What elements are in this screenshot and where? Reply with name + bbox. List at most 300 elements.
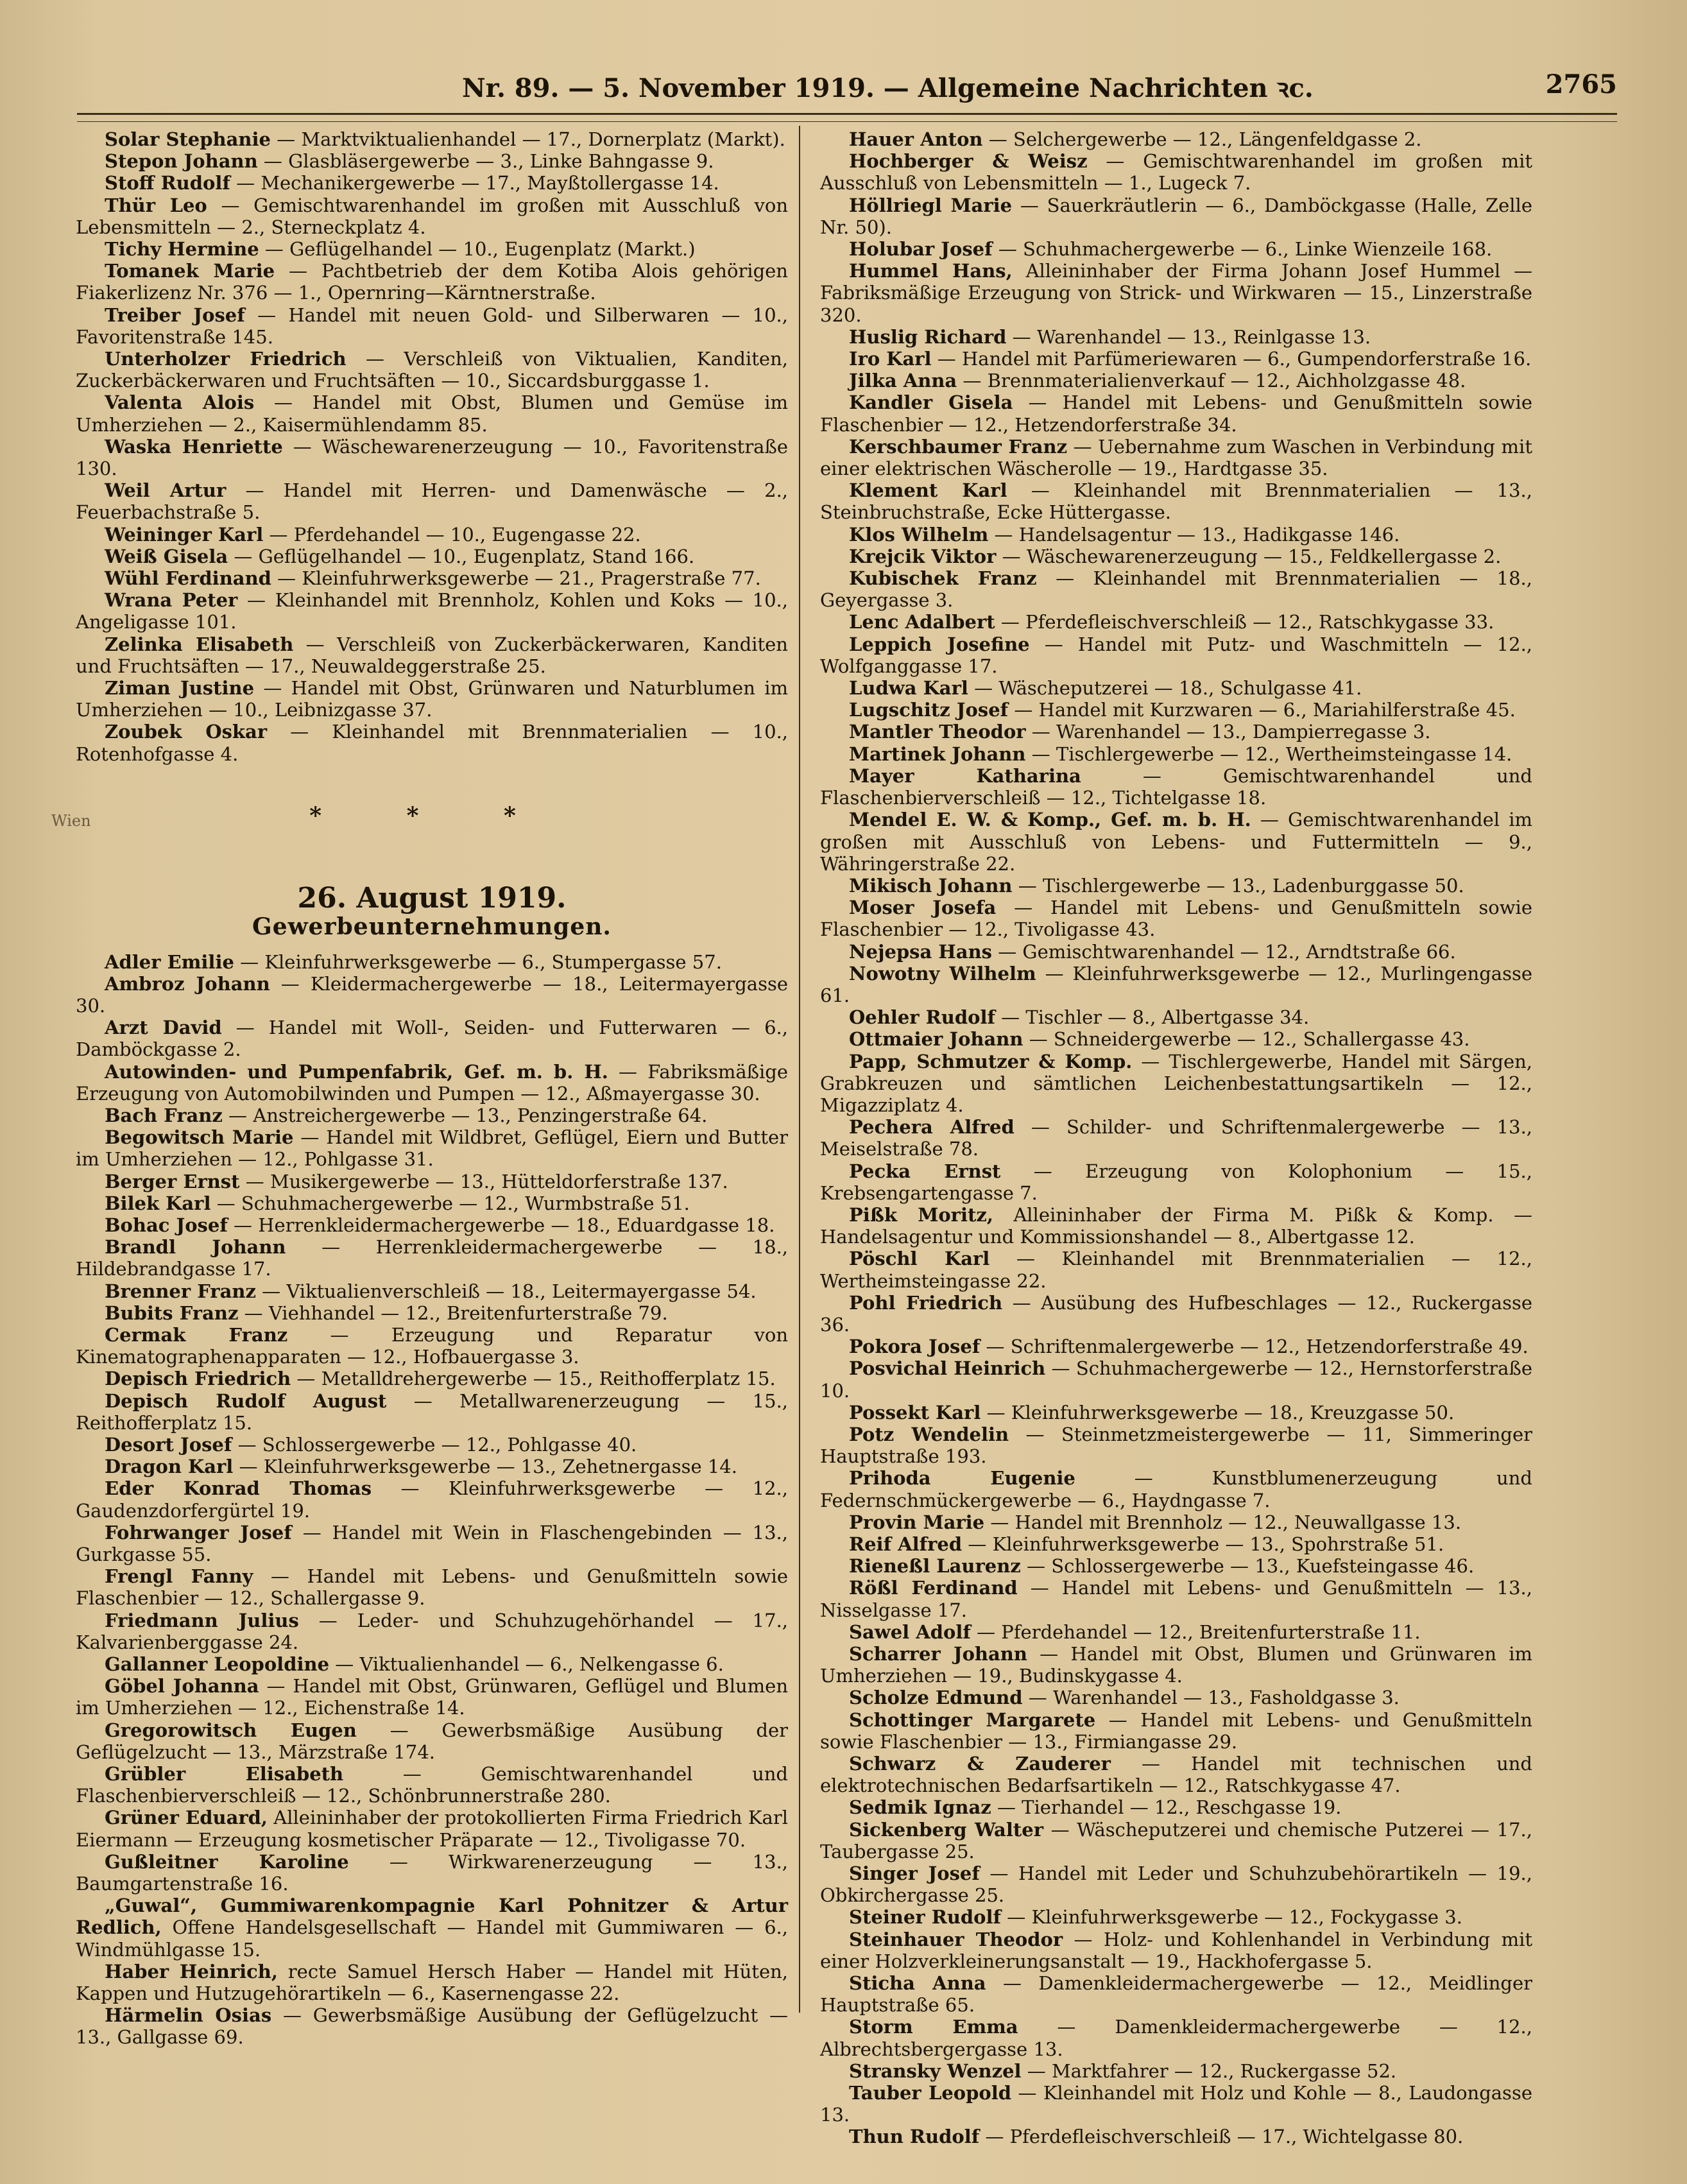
entry-details: — Wäschewarenerzeugung — 15., Feldkellergasse 2. xyxy=(996,545,1502,567)
entry-name: Berger Ernst xyxy=(105,1170,240,1192)
list-item xyxy=(76,304,788,348)
list-item xyxy=(820,479,1532,523)
entry-name: Steiner Rudolf xyxy=(849,1906,1002,1929)
entry-name: Kerschbaumer Franz xyxy=(849,435,1068,458)
list-item xyxy=(820,1357,1532,1401)
list-item xyxy=(820,348,1532,370)
header-rule xyxy=(77,113,1617,122)
entry-name: Reif Alfred xyxy=(849,1533,963,1555)
entry-details: — Handel mit technischen und elektrotechnischen Bedarfsartikeln — 12., Ratschkygasse 47. xyxy=(820,1753,1532,1797)
entry-details: — Steinmetzmeistergewerbe — 11, Simmeringer Hauptstraße 193. xyxy=(820,1423,1532,1468)
entry-details: — Marktfahrer — 12., Ruckergasse 52. xyxy=(1021,2059,1397,2082)
list-item xyxy=(76,1214,788,1236)
list-item xyxy=(820,677,1532,699)
entry-name: Härmelin Osias xyxy=(105,2004,272,2027)
entry-name: Weil Artur xyxy=(105,479,227,502)
entry-name: Klos Wilhelm xyxy=(849,523,989,546)
entry-details: — Brennmaterialienverkauf — 12., Aichholzgasse 48. xyxy=(957,370,1466,392)
list-item xyxy=(820,1621,1532,1643)
list-item xyxy=(820,2126,1532,2147)
entry-name: Bilek Karl xyxy=(105,1192,211,1214)
entry-details: — Warenhandel — 13., Reinlgasse 13. xyxy=(1006,325,1371,348)
list-item xyxy=(820,611,1532,633)
list-item xyxy=(820,1160,1532,1204)
list-item xyxy=(820,2060,1532,2082)
entry-details: — Handel mit Obst, Blumen und Gemüse im Umherziehen — 2., Kaisermühlendamm 85. xyxy=(76,391,788,436)
entry-details: — Schuhmachergewerbe — 6., Linke Wienzeile 168. xyxy=(992,238,1493,261)
entry-details: — Kleidermachergewerbe — 18., Leitermayergasse 30. xyxy=(76,972,788,1017)
list-item xyxy=(76,172,788,194)
entry-details: — Schlossergewerbe — 12., Pohlgasse 40. xyxy=(232,1433,637,1456)
list-item xyxy=(76,1719,788,1763)
entry-name: Sawel Adolf xyxy=(849,1621,971,1643)
entry-name: Depisch Friedrich xyxy=(105,1368,291,1390)
entry-details: — Kleinfuhrwerksgewerbe — 12., Fockygasse 3. xyxy=(1001,1906,1462,1929)
entry-name: Stransky Wenzel xyxy=(849,2059,1022,2082)
list-item xyxy=(76,1961,788,2004)
entry-details: — Handel mit Herren- und Damenwäsche — 2., Feuerbachstraße 5. xyxy=(76,479,788,524)
left-column xyxy=(51,128,789,2049)
entry-name: Rieneßl Laurenz xyxy=(849,1555,1021,1578)
entry-name: Pokora Josef xyxy=(849,1336,981,1358)
entry-details: — Fabriksmäßige Erzeugung von Automobilwinden und Pumpen — 12., Aßmayergasse 30. xyxy=(76,1060,788,1105)
entry-name: Kandler Gisela xyxy=(849,391,1013,414)
entry-name: Krejcik Viktor xyxy=(849,545,997,567)
list-item xyxy=(820,1511,1532,1533)
entry-name: Hauer Anton xyxy=(849,128,983,150)
entry-name: Hummel Hans, xyxy=(849,260,1013,282)
entry-details: — Handel mit Obst, Grünwaren, Geflügel und Blumen im Umherziehen — 12., Eichenstraße 14. xyxy=(76,1675,788,1719)
list-item xyxy=(820,1006,1532,1028)
list-item xyxy=(76,1061,788,1105)
entry-details: — Gemischtwarenhandel im großen mit Ausschluß von Lebensmitteln — 2., Sterneckplatz 4. xyxy=(76,194,788,238)
list-item xyxy=(76,1763,788,1807)
list-item xyxy=(76,546,788,567)
entry-details: — Wäscheputzerei — 18., Schulgasse 41. xyxy=(968,677,1362,700)
entry-name: Scharrer Johann xyxy=(849,1643,1027,1665)
entry-details: — Pferdefleischverschleiß — 12., Ratschkygasse 33. xyxy=(995,611,1494,633)
entry-details: — Schilder- und Schriftenmalergewerbe — 13., Meiselstraße 78. xyxy=(820,1116,1533,1160)
list-item xyxy=(76,567,788,589)
entry-name: Depisch Rudolf August xyxy=(105,1389,387,1412)
entry-details: Alleininhaber der Firma M. Pißk & Komp. — Handelsagentur und Kommissionshandel — 8., Albertgasse 12. xyxy=(820,1203,1532,1248)
entry-details: — Kleinfuhrwerksgewerbe — 21., Pragerstraße 77. xyxy=(271,567,761,590)
list-item xyxy=(76,238,788,260)
list-item xyxy=(820,1796,1532,1818)
list-item xyxy=(76,721,788,764)
entry-details: — Kleinfuhrwerksgewerbe — 18., Kreuzgasse 50. xyxy=(981,1401,1455,1423)
entry-details: — Erzeugung und Reparatur von Kinematographenapparaten — 12., Hofbauergasse 3. xyxy=(76,1323,789,1368)
entry-name: Rößl Ferdinand xyxy=(849,1577,1018,1599)
entry-name: Begowitsch Marie xyxy=(105,1126,294,1149)
list-item xyxy=(820,1906,1532,1928)
entry-name: Lenc Adalbert xyxy=(849,611,995,633)
entry-details: — Anstreichergewerbe — 13., Penzingerstraße 64. xyxy=(222,1104,708,1126)
entry-name: Holubar Josef xyxy=(849,238,993,261)
list-item xyxy=(76,348,788,391)
list-item xyxy=(76,436,788,479)
list-item xyxy=(820,1248,1532,1291)
entry-details: — Kleinfuhrwerksgewerbe — 13., Spohrstraße 51. xyxy=(962,1533,1444,1555)
entry-details: — Kleinhandel mit Brennmaterialien — 10., Rotenhofgasse 4. xyxy=(76,721,789,765)
entry-details: — Uebernahme zum Waschen in Verbindung mit einer elektrischen Wäscherolle — 19., Hardtgasse 35. xyxy=(820,435,1532,480)
entry-name: Schwarz & Zauderer xyxy=(849,1753,1111,1775)
list-item xyxy=(820,765,1532,809)
entry-details: — Gemischtwarenhandel im großen mit Ausschluß von Lebens- und Futtermitteln — 9., Währingerstraße 22. xyxy=(820,809,1532,875)
page-number: 2765 xyxy=(1545,69,1617,99)
list-item xyxy=(820,2082,1532,2126)
entry-name: Papp, Schmutzer & Komp. xyxy=(849,1050,1133,1072)
entry-name: Prihoda Eugenie xyxy=(849,1467,1075,1490)
entry-details: — Kleinhandel mit Brennmaterialien — 12., Wertheimsteingasse 22. xyxy=(820,1248,1532,1292)
entry-details: — Schriftenmalergewerbe — 12., Hetzendorferstraße 49. xyxy=(980,1336,1529,1358)
entry-name: Mendel E. W. & Komp., Gef. m. b. H. xyxy=(849,809,1251,831)
entry-name: „Guwal“, Gummiwarenkompagnie Karl Pohnitzer & Artur Redlich, xyxy=(76,1895,788,1939)
entry-details: recte Samuel Hersch Haber — Handel mit Hüten, Kappen und Hutzugehörartikeln — 6., Kasernengasse 22. xyxy=(76,1960,788,2005)
entry-details: — Geflügelhandel — 10., Eugenplatz, Stand 166. xyxy=(228,545,695,567)
list-item xyxy=(76,589,788,633)
entries-right xyxy=(820,128,1532,2148)
list-item xyxy=(76,260,788,304)
entry-name: Weiß Gisela xyxy=(105,545,228,567)
entry-details: — Erzeugung von Kolophonium — 15., Krebsengartengasse 7. xyxy=(820,1160,1532,1204)
page-header xyxy=(77,69,1617,108)
entry-name: Oehler Rudolf xyxy=(849,1006,995,1029)
entry-name: Sedmik Ignaz xyxy=(849,1796,991,1819)
entry-details: — Sauerkräutlerin — 6., Damböckgasse (Halle, Zelle Nr. 50). xyxy=(820,194,1532,238)
entry-details: — Viktualienverschleiß — 18., Leitermayergasse 54. xyxy=(255,1280,757,1302)
entry-name: Zoubek Oskar xyxy=(105,721,268,743)
entry-name: Klement Karl xyxy=(849,479,1007,502)
entry-details: — Schlossergewerbe — 13., Kuefsteingasse 46. xyxy=(1020,1555,1475,1578)
entry-details: — Wäschewarenerzeugung — 10., Favoritenstraße 130. xyxy=(76,435,789,480)
list-item xyxy=(820,546,1532,567)
entry-name: Bubits Franz xyxy=(105,1302,239,1324)
entry-name: Tomanek Marie xyxy=(105,260,275,282)
section-separator xyxy=(51,802,788,830)
list-item xyxy=(820,238,1532,260)
entry-name: Mayer Katharina xyxy=(849,764,1081,787)
list-item xyxy=(820,875,1532,897)
entry-name: Jilka Anna xyxy=(849,370,957,392)
entry-name: Ziman Justine xyxy=(105,677,255,700)
entry-name: Autowinden- und Pumpenfabrik, Gef. m. b. H. xyxy=(105,1060,608,1083)
entry-name: Lugschitz Josef xyxy=(849,699,1009,721)
list-item xyxy=(820,1929,1532,1972)
entry-details: — Handel mit Kurzwaren — 6., Mariahilferstraße 45. xyxy=(1008,699,1516,721)
list-item xyxy=(76,1390,788,1434)
entry-details: — Handel mit Lebens- und Genußmitteln sowie Flaschenbier — 12., Schallergasse 9. xyxy=(76,1565,788,1610)
list-item xyxy=(76,973,788,1017)
entry-name: Göbel Johanna xyxy=(105,1675,259,1698)
entry-name: Provin Marie xyxy=(849,1511,985,1533)
list-item xyxy=(820,1709,1532,1753)
list-item xyxy=(820,567,1532,611)
list-item xyxy=(76,1280,788,1302)
entry-details: — Glasbläsergewerbe — 3., Linke Bahngasse 9. xyxy=(257,150,714,173)
entry-name: Bohac Josef xyxy=(105,1214,228,1236)
entry-name: Pißk Moritz, xyxy=(849,1203,993,1226)
entry-details: — Handel mit Brennholz — 12., Neuwallgasse 13. xyxy=(984,1511,1462,1533)
entry-name: Stepon Johann xyxy=(105,150,258,173)
entry-details: — Handel mit Lebens- und Genußmitteln sowie Flaschenbier — 13., Firmiangasse 29. xyxy=(820,1708,1533,1753)
list-item xyxy=(820,699,1532,721)
entry-details: — Handel mit Putz- und Waschmitteln — 12., Wolfganggasse 17. xyxy=(820,633,1533,677)
entry-name: Scholze Edmund xyxy=(849,1687,1023,1709)
list-item xyxy=(820,150,1532,194)
list-item xyxy=(820,1643,1532,1687)
entry-details: — Pferdefleischverschleiß — 17., Wichtelgasse 80. xyxy=(979,2126,1464,2148)
list-item xyxy=(820,721,1532,743)
entry-name: Posvichal Heinrich xyxy=(849,1357,1046,1380)
list-item xyxy=(76,951,788,973)
list-item xyxy=(76,1434,788,1456)
list-item xyxy=(76,1456,788,1477)
entry-details: — Schuhmachergewerbe — 12., Hernstorferstraße 10. xyxy=(820,1357,1532,1402)
entry-name: Pechera Alfred xyxy=(849,1116,1015,1139)
list-item xyxy=(76,1324,788,1368)
list-item xyxy=(76,633,788,677)
list-item xyxy=(76,1895,788,1961)
entry-details: — Gewerbsmäßige Ausübung der Geflügelzucht — 13., Gallgasse 69. xyxy=(76,2004,788,2049)
entry-details: — Tierhandel — 12., Reschgasse 19. xyxy=(991,1796,1342,1819)
entry-details: — Kleinhandel mit Brennmaterialien — 13., Steinbruchstraße, Ecke Hüttergasse. xyxy=(820,479,1532,524)
list-item xyxy=(820,1204,1532,1248)
list-item xyxy=(76,1171,788,1192)
list-item xyxy=(820,1467,1532,1511)
entry-name: Eder Konrad Thomas xyxy=(105,1477,372,1500)
entry-details: — Metalldrehergewerbe — 15., Reithofferplatz 15. xyxy=(291,1368,776,1390)
list-item xyxy=(76,2004,788,2048)
list-item xyxy=(76,1675,788,1719)
entry-name: Brenner Franz xyxy=(105,1280,256,1302)
entry-name: Nejepsa Hans xyxy=(849,940,992,963)
entry-name: Pöschl Karl xyxy=(849,1248,990,1270)
entry-details: — Schneidergewerbe — 12., Schallergasse 43. xyxy=(1023,1028,1470,1051)
list-item xyxy=(76,1565,788,1609)
entry-name: Frengl Fanny xyxy=(105,1565,253,1588)
entry-name: Dragon Karl xyxy=(105,1456,234,1478)
list-item xyxy=(820,897,1532,940)
entry-details: — Tischler — 8., Albertgasse 34. xyxy=(995,1006,1310,1029)
list-item xyxy=(820,2016,1532,2059)
entry-name: Weininger Karl xyxy=(105,523,264,546)
entry-name: Unterholzer Friedrich xyxy=(105,348,347,370)
list-item xyxy=(820,743,1532,765)
entry-details: — Gemischtwarenhandel und Flaschenbierverschleiß — 12., Tichtelgasse 18. xyxy=(820,764,1532,809)
entry-details: — Tischlergewerbe — 12., Wertheimsteingasse 14. xyxy=(1025,743,1512,765)
list-item xyxy=(820,391,1532,435)
entry-details: Alleininhaber der protokollierten Firma Friedrich Karl Eiermann — Erzeugung kosmetischer Präparate — 12., Tivoligasse 70. xyxy=(76,1807,788,1851)
list-item xyxy=(820,1555,1532,1577)
entry-name: Desort Josef xyxy=(105,1433,232,1456)
page-header-title: Nr. 89. — 5. November 1919. — Allgemeine Nachrichten ꝛc. xyxy=(462,73,1314,103)
list-item xyxy=(820,941,1532,963)
entry-details: — Handel mit Parfümeriewaren — 6., Gumpendorferstraße 16. xyxy=(931,348,1532,370)
entries-continued xyxy=(76,128,788,765)
entry-details: — Mechanikergewerbe — 17., Mayßtollergasse 14. xyxy=(230,172,719,194)
entry-name: Ottmaier Johann xyxy=(849,1028,1023,1051)
entry-name: Nowotny Wilhelm xyxy=(849,962,1036,985)
list-item xyxy=(76,150,788,172)
entry-details: — Viehhandel — 12., Breitenfurterstraße 79. xyxy=(238,1302,668,1324)
entry-details: — Handel mit Wildbret, Geflügel, Eiern und Butter im Umherziehen — 12., Pohlgasse 31. xyxy=(76,1126,788,1171)
entry-details: — Kleinfuhrwerksgewerbe — 12., Gaudenzdorfergürtel 19. xyxy=(76,1477,788,1522)
entry-details: — Wirkwarenerzeugung — 13., Baumgartenstraße 16. xyxy=(76,1850,788,1895)
entry-name: Valenta Alois xyxy=(105,391,255,414)
entry-details: — Handel mit Lebens- und Genußmitteln — 13., Nisselgasse 17. xyxy=(820,1577,1532,1621)
list-item xyxy=(76,1105,788,1126)
entry-details: — Damenkleidermachergewerbe — 12., Meidlinger Hauptstraße 65. xyxy=(820,1972,1532,2016)
entry-details: — Kleinfuhrwerksgewerbe — 12., Murlingengasse 61. xyxy=(820,962,1532,1006)
list-item xyxy=(76,1477,788,1521)
entry-details: — Metallwarenerzeugung — 15., Reithofferplatz 15. xyxy=(76,1389,789,1434)
entry-name: Mikisch Johann xyxy=(849,874,1013,897)
entry-name: Steinhauer Theodor xyxy=(849,1928,1063,1950)
entry-name: Wühl Ferdinand xyxy=(105,567,271,590)
entry-name: Mantler Theodor xyxy=(849,721,1026,743)
entry-name: Cermak Franz xyxy=(105,1323,288,1346)
list-item xyxy=(820,1819,1532,1862)
entry-details: — Marktviktualienhandel — 17., Dornerplatz (Markt). xyxy=(270,128,785,150)
entry-name: Kubischek Franz xyxy=(849,567,1037,590)
entry-details: — Gewerbsmäßige Ausübung der Geflügelzucht — 13., Märzstraße 174. xyxy=(76,1719,788,1763)
entry-details: Alleininhaber der Firma Johann Josef Hummel — Fabriksmäßige Erzeugung von Strick- und Wirkwaren — 15., Linzerstraße 320. xyxy=(820,260,1532,326)
entry-name: Waska Henriette xyxy=(105,435,283,458)
entries-new-section xyxy=(76,951,788,2049)
entry-name: Fohrwanger Josef xyxy=(105,1521,292,1543)
entry-name: Treiber Josef xyxy=(105,304,245,326)
entry-details: — Handel mit Wein in Flaschengebinden — 13., Gurkgasse 55. xyxy=(76,1521,788,1565)
entry-name: Ambroz Johann xyxy=(105,972,270,995)
entry-details: — Damenkleidermachergewerbe — 12., Albrechtsbergergasse 13. xyxy=(820,2016,1532,2060)
entry-details: — Kleinhandel mit Brennmaterialien — 18., Geyergasse 3. xyxy=(820,567,1532,612)
entry-name: Huslig Richard xyxy=(849,325,1007,348)
entry-name: Martinek Johann xyxy=(849,743,1026,765)
list-item xyxy=(820,1051,1532,1117)
list-item xyxy=(820,370,1532,391)
list-item xyxy=(76,391,788,435)
separator-stars: * * * xyxy=(309,802,554,829)
entry-details: — Leder- und Schuhzugehörhandel — 17., Kalvarienberggasse 24. xyxy=(76,1609,789,1653)
entry-details: — Handel mit Obst, Blumen und Grünwaren im Umherziehen — 19., Budinskygasse 4. xyxy=(820,1643,1532,1687)
entry-details: — Kleinhandel mit Brennholz, Kohlen und Koks — 10., Angeligasse 101. xyxy=(76,589,788,633)
entry-name: Adler Emilie xyxy=(105,950,234,973)
entry-details: — Warenhandel — 13., Dampierregasse 3. xyxy=(1025,721,1431,743)
entry-details: — Wäscheputzerei und chemische Putzerei — 17., Taubergasse 25. xyxy=(820,1818,1532,1862)
entry-name: Gallanner Leopoldine xyxy=(105,1653,330,1675)
entry-name: Iro Karl xyxy=(849,348,932,370)
list-item xyxy=(820,1116,1532,1160)
stamp-mark: Wien xyxy=(51,811,91,830)
entry-details: — Viktualienhandel — 6., Nelkengasse 6. xyxy=(329,1653,724,1675)
section-date: 26. August 1919. xyxy=(297,882,567,915)
entry-details: — Gemischtwarenhandel — 12., Arndtstraße 66. xyxy=(992,940,1456,963)
entry-details: — Kleinhandel mit Holz und Kohle — 8., Laudongasse 13. xyxy=(820,2082,1532,2126)
entry-name: Singer Josef xyxy=(849,1862,980,1885)
list-item xyxy=(820,436,1532,479)
list-item xyxy=(76,479,788,523)
entry-name: Stoff Rudolf xyxy=(105,172,230,194)
list-item xyxy=(820,194,1532,238)
entry-details: — Kunstblumenerzeugung und Federnschmückergewerbe — 6., Haydngasse 7. xyxy=(820,1467,1532,1511)
entry-details: — Gemischtwarenhandel und Flaschenbierverschleiß — 12., Schönbrunnerstraße 280. xyxy=(76,1763,788,1807)
list-item xyxy=(76,1368,788,1389)
column-divider xyxy=(799,126,800,2013)
entry-details: — Handel mit neuen Gold- und Silberwaren — 10., Favoritenstraße 145. xyxy=(76,304,788,348)
entry-name: Gregorowitsch Eugen xyxy=(105,1719,357,1741)
entry-name: Grüner Eduard, xyxy=(105,1807,268,1829)
entry-details: — Verschleiß von Zuckerbäckerwaren, Kanditen und Fruchtsäften — 17., Neuwaldeggerstraße 25. xyxy=(76,633,788,677)
list-item xyxy=(820,524,1532,546)
list-item xyxy=(76,1192,788,1214)
entry-name: Zelinka Elisabeth xyxy=(105,633,294,655)
entry-name: Wrana Peter xyxy=(105,589,238,612)
list-item xyxy=(76,1017,788,1060)
list-item xyxy=(820,128,1532,150)
entry-name: Storm Emma xyxy=(849,2016,1018,2038)
entry-name: Moser Josefa xyxy=(849,897,997,919)
entry-name: Brandl Johann xyxy=(105,1236,286,1259)
entry-name: Pohl Friedrich xyxy=(849,1291,1003,1314)
entry-name: Haber Heinrich, xyxy=(105,1960,278,1982)
entry-details: — Tischlergewerbe — 13., Ladenburggasse 50. xyxy=(1012,874,1464,897)
entry-details: — Gemischtwarenhandel im großen mit Ausschluß von Lebensmitteln — 1., Lugeck 7. xyxy=(820,150,1533,194)
entry-name: Arzt David xyxy=(105,1017,222,1039)
list-item xyxy=(820,1423,1532,1467)
entry-name: Tauber Leopold xyxy=(849,2082,1012,2104)
list-item xyxy=(820,1028,1532,1050)
entry-details: — Musikergewerbe — 13., Hütteldorferstraße 137. xyxy=(239,1170,728,1192)
entry-name: Leppich Josefine xyxy=(849,633,1030,655)
entry-details: — Handel mit Lebens- und Genußmitteln sowie Flaschenbier — 12., Hetzendorferstraße 34. xyxy=(820,391,1532,436)
entry-name: Potz Wendelin xyxy=(849,1423,1009,1445)
list-item xyxy=(820,1336,1532,1357)
list-item xyxy=(820,1402,1532,1423)
list-item xyxy=(820,260,1532,326)
list-item xyxy=(820,1577,1532,1621)
list-item xyxy=(76,128,788,150)
list-item xyxy=(76,1522,788,1565)
entry-details: — Pferdehandel — 12., Breitenfurterstraße 11. xyxy=(970,1621,1421,1643)
entry-details: — Holz- und Kohlenhandel in Verbindung mit einer Holzverkleinerungsanstalt — 19., Hackhofergasse 5. xyxy=(820,1928,1532,1972)
entry-details: — Handel mit Lebens- und Genußmitteln sowie Flaschenbier — 12., Tivoligasse 43. xyxy=(820,897,1532,941)
list-item xyxy=(76,1302,788,1324)
entry-name: Thun Rudolf xyxy=(849,2126,980,2148)
entry-details: — Herrenkleidermachergewerbe — 18., Eduardgasse 18. xyxy=(227,1214,775,1236)
entry-name: Ludwa Karl xyxy=(849,677,968,700)
entry-details: — Warenhandel — 13., Fasholdgasse 3. xyxy=(1022,1687,1400,1709)
entry-details: — Selchergewerbe — 12., Längenfeldgasse 2. xyxy=(982,128,1422,150)
entry-name: Bach Franz xyxy=(105,1104,223,1126)
entry-details: — Handel mit Obst, Grünwaren und Naturblumen im Umherziehen — 10., Leibnizgasse 37. xyxy=(76,677,788,721)
list-item xyxy=(820,809,1532,875)
list-item xyxy=(76,1851,788,1895)
list-item xyxy=(820,1753,1532,1796)
entry-name: Schottinger Margarete xyxy=(849,1708,1096,1731)
list-item xyxy=(820,326,1532,348)
list-item xyxy=(76,1126,788,1170)
entry-details: — Geflügelhandel — 10., Eugenplatz (Markt.) xyxy=(259,238,696,261)
list-item xyxy=(76,194,788,238)
entry-details: — Handel mit Woll-, Seiden- und Futterwaren — 6., Damböckgasse 2. xyxy=(76,1017,788,1061)
entry-name: Hochberger & Weisz xyxy=(849,150,1088,173)
entry-name: Tichy Hermine xyxy=(105,238,259,261)
entry-details: Offene Handelsgesellschaft — Handel mit Gummiwaren — 6., Windmühlgasse 15. xyxy=(76,1916,788,1961)
list-item xyxy=(820,1972,1532,2016)
entry-details: — Schuhmachergewerbe — 12., Wurmbstraße 51. xyxy=(210,1192,690,1214)
list-item xyxy=(76,1236,788,1280)
